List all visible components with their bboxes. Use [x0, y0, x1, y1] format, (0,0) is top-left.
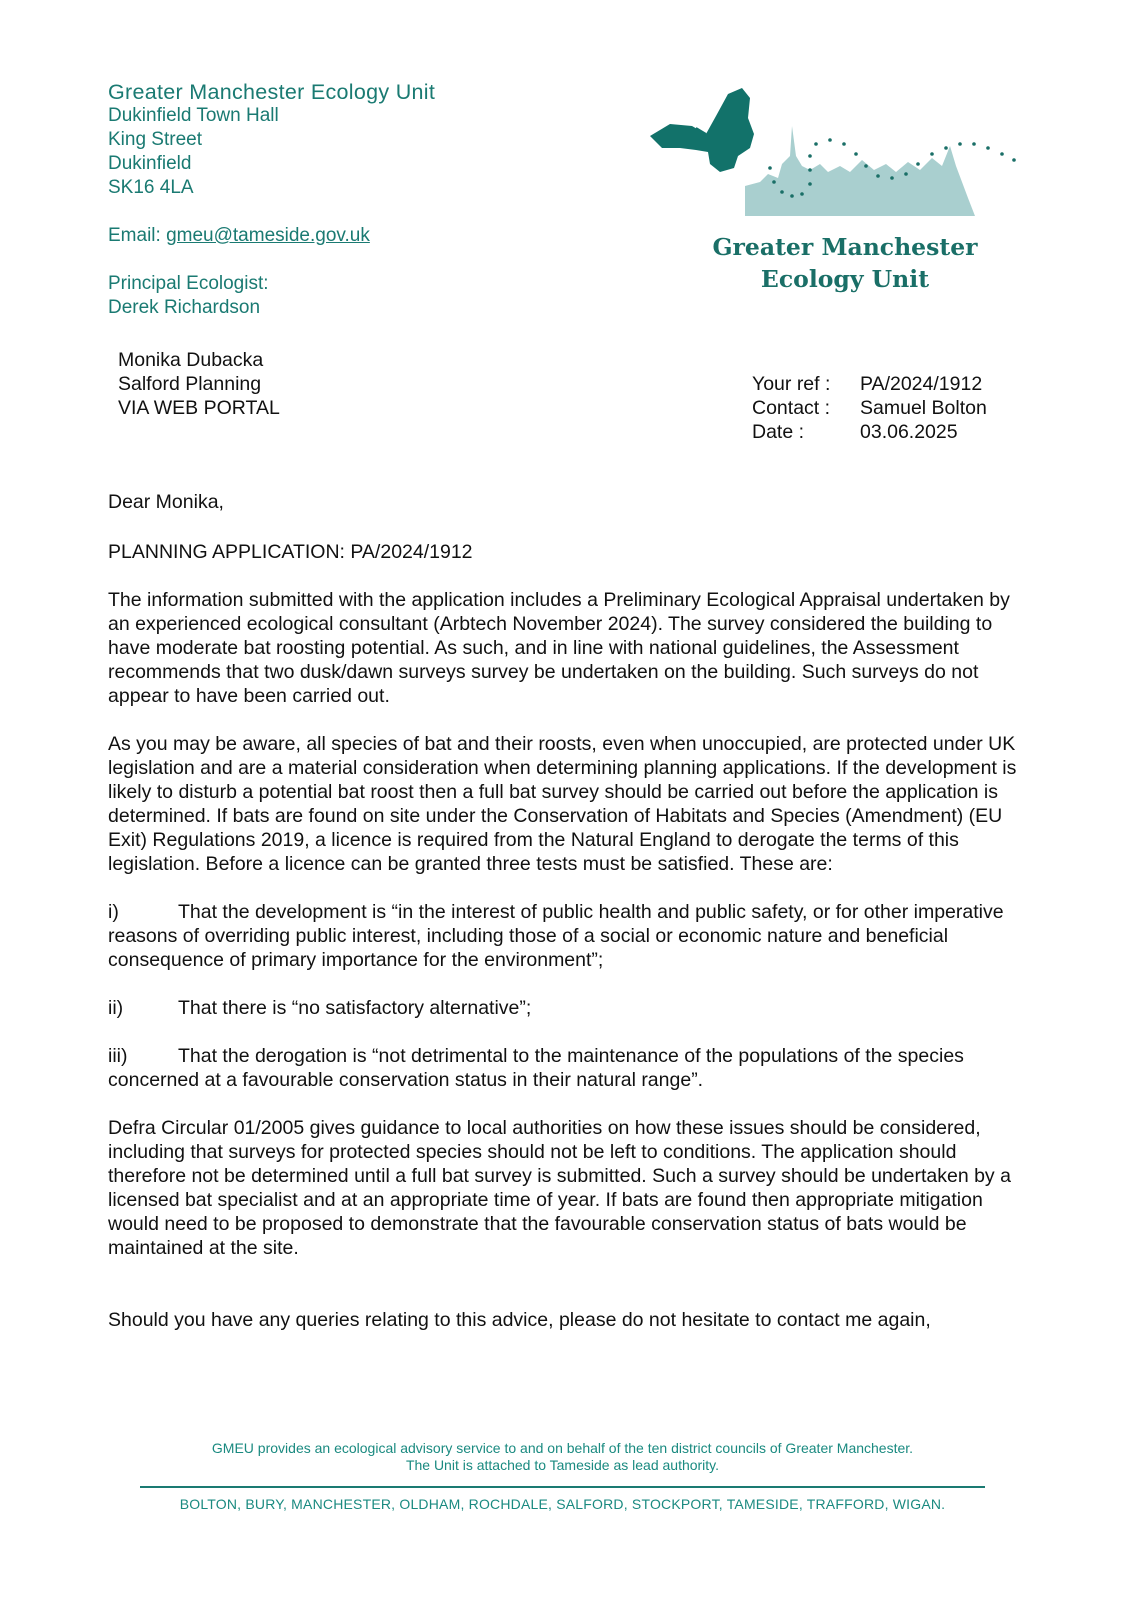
butterfly-skyline-icon: [650, 86, 1030, 226]
ref-value: PA/2024/1912: [860, 373, 983, 395]
recipient-delivery: VIA WEB PORTAL: [118, 397, 280, 419]
role-name: Derek Richardson: [108, 297, 261, 318]
paragraph-2: As you may be aware, all species of bat and their roosts, even when unoccupied, are protected under UK legislation and are a material consideration when determining planning applications. If the development is likely to disturb a potential bat roost then a full bat survey should be carried out before the application is determined. If bats are found on site under the Conservation of Habitats and Species (Amendment) (EU Exit) Regulations 2019, a licence is required from the Natural England to derogate the terms of this legislation. Before a licence can be granted three tests must be satisfied. These are:: [108, 733, 1017, 875]
date-value: 03.06.2025: [860, 421, 958, 443]
footer-councils: BOLTON, BURY, MANCHESTER, OLDHAM, ROCHDALE, SALFORD, STOCKPORT, TAMESIDE, TRAFFORD, WIGAN.: [179, 1496, 946, 1512]
recipient-name: Monika Dubacka: [118, 349, 264, 371]
reference-block: [752, 372, 987, 444]
sender-block: [108, 80, 435, 320]
paragraph-3: Defra Circular 01/2005 gives guidance to local authorities on how these issues should be considered, including that surveys for protected species should not be left to conditions. The application should therefore not be determined until a full bat survey is submitted. Such a survey should be undertaken by a licensed bat specialist and at an appropriate time of year. If bats are found then appropriate mitigation would need to be proposed to demonstrate that the favourable conservation status of bats would be maintained at the site.: [108, 1117, 1011, 1259]
closing-line: Should you have any queries relating to this advice, please do not hesitate to contact me again,: [108, 1309, 931, 1331]
recipient-block: [118, 348, 280, 420]
sender-address-line: Dukinfield Town Hall: [108, 105, 279, 126]
logo-text: [650, 231, 1040, 295]
test-item: i) That the development is “in the interest of public health and public safety, or for other imperative reasons of overriding public interest, including those of a social or economic nature and beneficial consequence of primary importance for the environment”;: [108, 901, 1004, 971]
date-row: Date : 03.06.2025: [752, 421, 958, 443]
subject-line: PLANNING APPLICATION: PA/2024/1912: [108, 541, 473, 563]
sender-organisation: Greater Manchester Ecology Unit: [108, 80, 436, 104]
sender-address-line: Dukinfield: [108, 153, 192, 174]
sender-address-line: King Street: [108, 129, 202, 150]
paragraph-1: The information submitted with the application includes a Preliminary Ecological Appraisal undertaken by an experienced ecological consultant (Arbtech November 2024). The survey considered the building to have moderate bat roosting potential. As such, and in line with national guidelines, the Assessment recommends that two dusk/dawn surveys survey be undertaken on the building. Such surveys do not appear to have been carried out.: [108, 589, 1010, 707]
logo-line-2: Ecology Unit: [760, 265, 930, 293]
email-link[interactable]: gmeu@tameside.gov.uk: [166, 225, 370, 246]
contact-value: Samuel Bolton: [860, 397, 987, 419]
footer-note: GMEU provides an ecological advisory service to and on behalf of the ten district councils of Greater Manchester. The Unit is attached to Tameside as lead authority.: [211, 1440, 914, 1473]
footer-divider: [140, 1486, 985, 1488]
recipient-org: Salford Planning: [118, 373, 262, 395]
role-label: Principal Ecologist:: [108, 273, 269, 294]
gmeu-logo: [650, 86, 1030, 301]
salutation: Dear Monika,: [108, 491, 224, 513]
test-item: ii) That there is “no satisfactory alternative”;: [108, 997, 532, 1019]
contact-row: Contact : Samuel Bolton: [752, 397, 987, 419]
email-label: Email:: [108, 225, 161, 246]
sender-email-row: [108, 224, 435, 248]
ref-row: Your ref : PA/2024/1912: [752, 373, 983, 395]
test-item: iii) That the derogation is “not detrimental to the maintenance of the populations of the species concerned at a favourable conservation status in their natural range”.: [108, 1045, 964, 1091]
sender-address-line: SK16 4LA: [108, 177, 194, 198]
logo-line-1: Greater Manchester: [712, 233, 978, 261]
letter-body: [108, 490, 1028, 1332]
